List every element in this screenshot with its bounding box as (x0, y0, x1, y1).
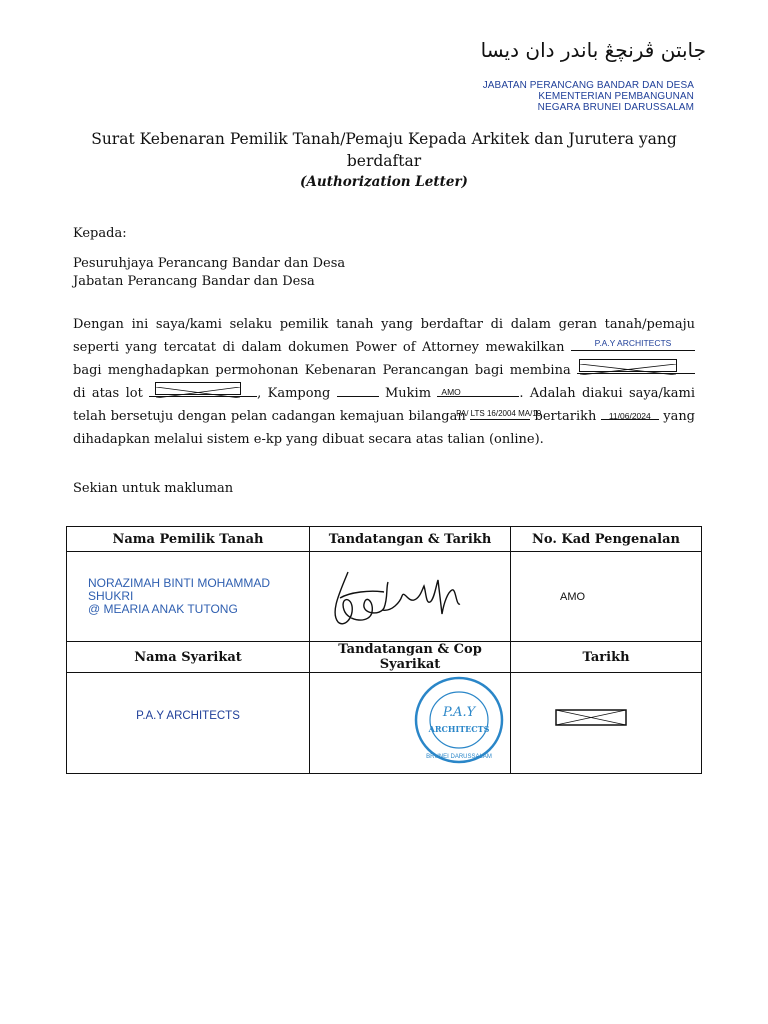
closing-text: Sekian untuk makluman (73, 481, 234, 496)
redacted-box (579, 359, 677, 372)
body-text-1: Dengan ini saya/kami selaku pemilik tanah yang berdaftar di dalam geran tanah/pemaju seperti yang tercatat di dalam dokumen Power of Attorney mewakilkan (73, 317, 695, 355)
body-text-7: bertarikh (534, 409, 597, 424)
body-text-5: Mukim (385, 386, 432, 401)
company-name-header: Nama Syarikat (67, 642, 310, 673)
body-text-4: , Kampong (257, 386, 331, 401)
company-name: P.A.Y ARCHITECTS (136, 709, 240, 722)
body-text-2: bagi menghadapkan permohonan Kebenaran Perancangan bagi membina (73, 363, 571, 378)
body-text-3: di atas lot (73, 386, 143, 401)
representative-value: P.A.Y ARCHITECTS (594, 338, 672, 348)
owner-signature-cell (310, 552, 511, 642)
building-field (577, 360, 695, 374)
owner-row (67, 552, 702, 642)
date-header: Tarikh (511, 642, 702, 673)
body-paragraph (73, 313, 695, 451)
ministry-name: KEMENTERIAN PEMBANGUNAN (538, 91, 694, 102)
signature-table (66, 526, 702, 774)
country-name: NEGARA BRUNEI DARUSSALAM (537, 102, 694, 113)
redacted-date (511, 673, 701, 769)
owner-name-line-3: @ MEARIA ANAK TUTONG (88, 602, 238, 616)
kampong-field (337, 383, 379, 397)
stamp-architects-text: ARCHITECTS (428, 724, 490, 734)
ministry-jawi-name: جابتن ڤرنچڠ باندر دان ديسا (480, 38, 706, 62)
ic-number-header: No. Kad Pengenalan (511, 527, 702, 552)
company-stamp-header: Tandatangan & Cop Syarikat (310, 642, 511, 673)
owner-name-cell (67, 552, 310, 642)
addressee-line-1: Pesuruhjaya Perancang Bandar dan Desa (73, 256, 346, 271)
bilangan-field (456, 406, 542, 420)
stamp-ring-text: BRUNEI DARUSSALAM (426, 754, 492, 760)
letter-subtitle: (Authorization Letter) (300, 174, 468, 190)
tarikh-value: 11/06/2024 (608, 411, 651, 421)
redaction-cross-icon (580, 364, 676, 375)
owner-name-header: Nama Pemilik Tanah (67, 527, 310, 552)
handwritten-signature (310, 552, 510, 637)
body-text-8: yang dihadapkan melalui sistem e-kp yang dibuat secara atas talian (online). (73, 409, 696, 447)
owner-header-row (67, 527, 702, 552)
mukim-value: AMO (441, 387, 461, 397)
ic-number-cell: AMO (511, 552, 702, 642)
company-stamp-cell (310, 673, 511, 774)
tarikh-field (601, 406, 659, 420)
company-stamp (310, 673, 510, 769)
kepada-label: Kepada: (73, 226, 127, 241)
bilangan-value: PA/ LTS 16/2004 MA/19 (456, 409, 542, 418)
stamp-center-text: P.A.Y (442, 705, 476, 720)
letter-title: Surat Kebenaran Pemilik Tanah/Pemaju Kepada Arkitek dan Jurutera yang berdaftar (91, 130, 677, 170)
representative-field (571, 337, 695, 351)
mukim-field (437, 383, 519, 397)
owner-name-line-1: NORAZIMAH BINTI MOHAMMAD (88, 576, 270, 590)
department-name: JABATAN PERANCANG BANDAR DAN DESA (482, 80, 694, 91)
owner-name-line-2: SHUKRI (88, 589, 134, 603)
redacted-box (155, 382, 241, 395)
company-row (67, 673, 702, 774)
signature-date-header: Tandatangan & Tarikh (310, 527, 511, 552)
company-date-cell (511, 673, 702, 774)
lot-field (149, 383, 257, 397)
company-header-row (67, 642, 702, 673)
body-text-6: . Adalah diakui saya/kami telah bersetuju dengan pelan cadangan kemajuan bilangan (73, 386, 695, 424)
redaction-cross-icon (156, 387, 240, 398)
company-name-cell (67, 673, 310, 774)
addressee-line-2: Jabatan Perancang Bandar dan Desa (73, 274, 315, 289)
